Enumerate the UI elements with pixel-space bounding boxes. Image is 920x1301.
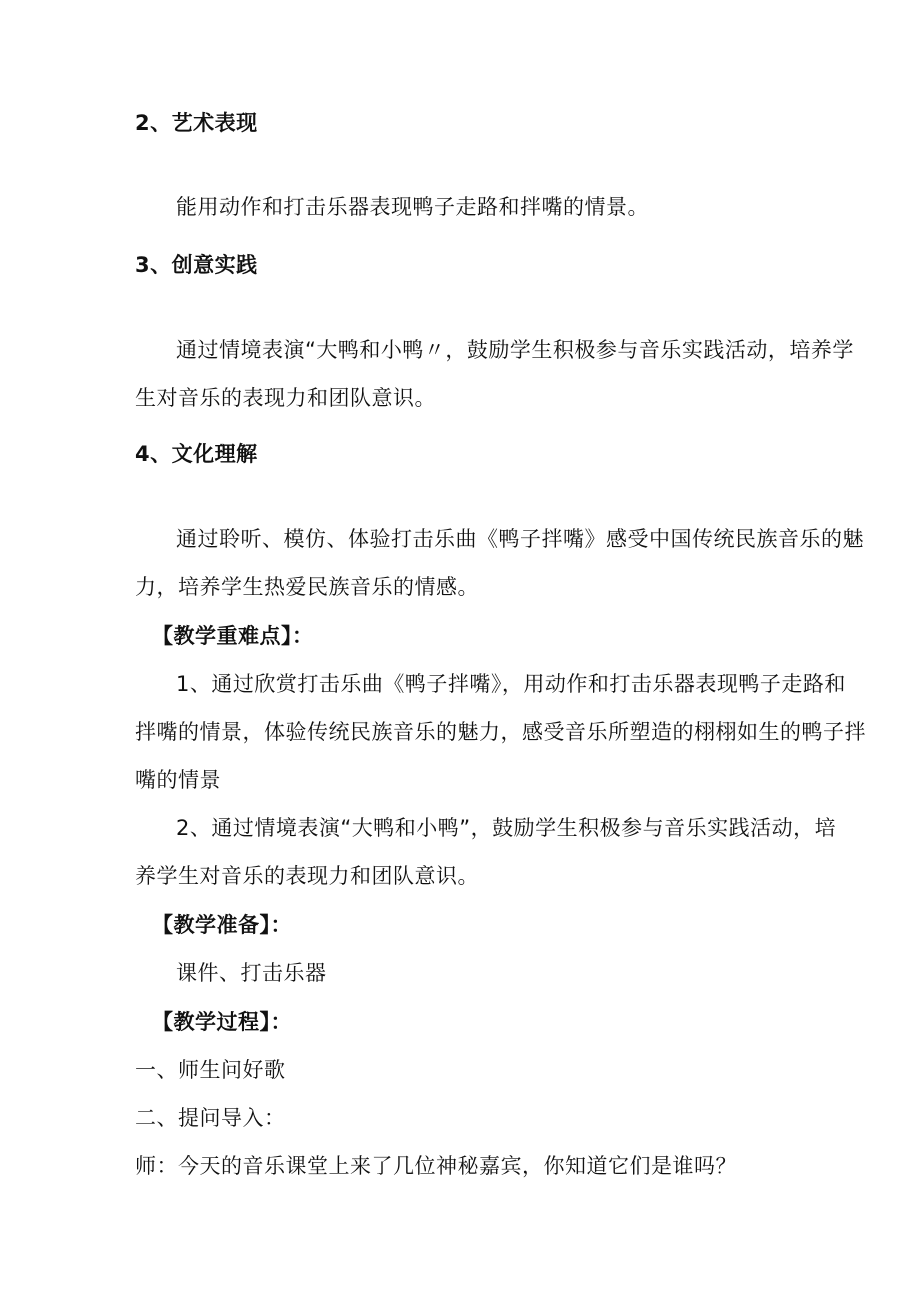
paragraph-art-expression: 能用动作和打击乐器表现鸭子走路和拌嘴的情景。 (176, 195, 649, 219)
paragraph-creative-line2: 生对音乐的表现力和团队意识。 (135, 386, 436, 410)
key-point-2-line2: 养学生对音乐的表现力和团队意识。 (135, 864, 479, 888)
key-point-2-line1: 2、通过情境表演“大鸭和小鸭”，鼓励学生积极参与音乐实践活动，培 (176, 816, 837, 840)
process-step-1: 一、师生问好歌 (135, 1058, 286, 1082)
heading-cultural-understanding: 4、文化理解 (135, 442, 258, 466)
preparation-body: 课件、打击乐器 (176, 961, 327, 985)
heading-teaching-process: 【教学过程】： (152, 1010, 292, 1034)
teacher-question: 师：今天的音乐课堂上来了几位神秘嘉宾，你知道它们是谁吗？ (135, 1154, 737, 1178)
paragraph-creative-line1: 通过情境表演“大鸭和小鸭〃，鼓励学生积极参与音乐实践活动，培养学 (176, 338, 854, 362)
paragraph-culture-line2: 力，培养学生热爱民族音乐的情感。 (135, 575, 479, 599)
key-point-1-line3: 嘴的情景 (135, 768, 221, 792)
paragraph-culture-line1: 通过聆听、模仿、体验打击乐曲《鸭子拌嘴》感受中国传统民族音乐的魅 (176, 527, 864, 551)
heading-preparation: 【教学准备】： (152, 913, 292, 937)
heading-creative-practice: 3、创意实践 (135, 253, 258, 277)
key-point-1-line1: 1、通过欣赏打击乐曲《鸭子拌嘴》，用动作和打击乐器表现鸭子走路和 (176, 672, 846, 696)
key-point-1-line2: 拌嘴的情景，体验传统民族音乐的魅力，感受音乐所塑造的栩栩如生的鸭子拌 (135, 720, 866, 744)
heading-key-points: 【教学重难点】： (152, 624, 314, 648)
heading-art-expression: 2、艺术表现 (135, 111, 258, 135)
process-step-2: 二、提问导入： (135, 1106, 286, 1130)
